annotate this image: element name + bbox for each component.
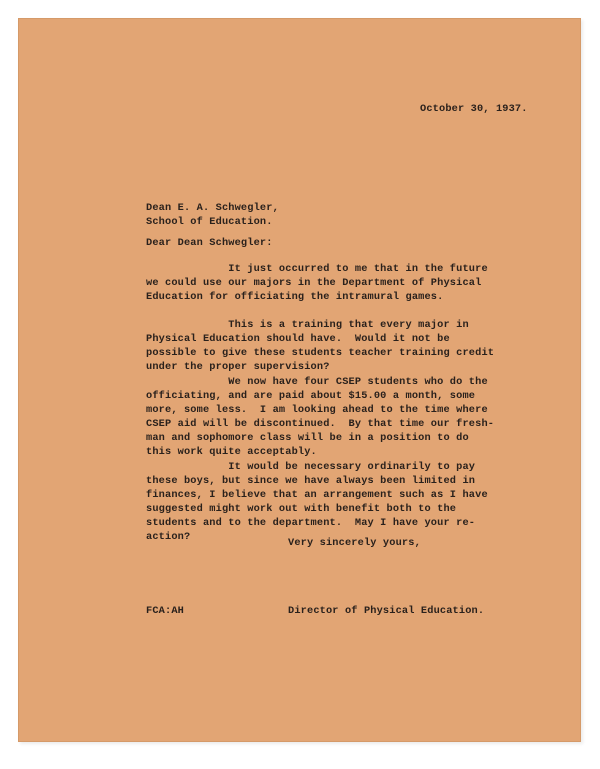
body-paragraph-2 <box>146 318 576 374</box>
body-paragraph-1 <box>146 262 576 304</box>
text-line: these boys, but since we have always been limited in <box>146 475 476 487</box>
text-line: students and to the department. May I have your re- <box>146 517 476 529</box>
text-line: possible to give these students teacher training credit <box>146 347 495 359</box>
salutation: Dear Dean Schwegler: <box>146 237 273 249</box>
text-line: It just occurred to me that in the future <box>146 263 488 275</box>
text-line: under the proper supervision? <box>146 361 330 373</box>
signer-title: Director of Physical Education. <box>288 605 485 617</box>
text-line: CSEP aid will be discontinued. By that time our fresh- <box>146 418 495 430</box>
text-line: We now have four CSEP students who do the <box>146 376 488 388</box>
text-line: officiating, and are paid about $15.00 a month, some <box>146 390 476 402</box>
text-line: this work quite acceptably. <box>146 446 317 458</box>
letter-date: October 30, 1937. <box>420 103 528 115</box>
text-line: Education for officiating the intramural games. <box>146 291 444 303</box>
body-paragraph-4 <box>146 460 576 544</box>
text-line: action? <box>146 531 191 543</box>
reference-initials: FCA:AH <box>146 605 184 617</box>
text-line: It would be necessary ordinarily to pay <box>146 461 476 473</box>
text-line: more, some less. I am looking ahead to the time where <box>146 404 488 416</box>
text-line: we could use our majors in the Department of Physical <box>146 277 482 289</box>
text-line: man and sophomore class will be in a position to do <box>146 432 469 444</box>
recipient-school: School of Education. <box>146 216 273 228</box>
text-line: Physical Education should have. Would it not be <box>146 333 450 345</box>
complimentary-close: Very sincerely yours, <box>288 537 421 549</box>
text-line: finances, I believe that an arrangement such as I have <box>146 489 488 501</box>
recipient-name: Dean E. A. Schwegler, <box>146 202 279 214</box>
text-line: suggested might work out with benefit both to the <box>146 503 457 515</box>
letter-page <box>18 18 581 742</box>
body-paragraph-3 <box>146 375 576 459</box>
text-line: This is a training that every major in <box>146 319 469 331</box>
